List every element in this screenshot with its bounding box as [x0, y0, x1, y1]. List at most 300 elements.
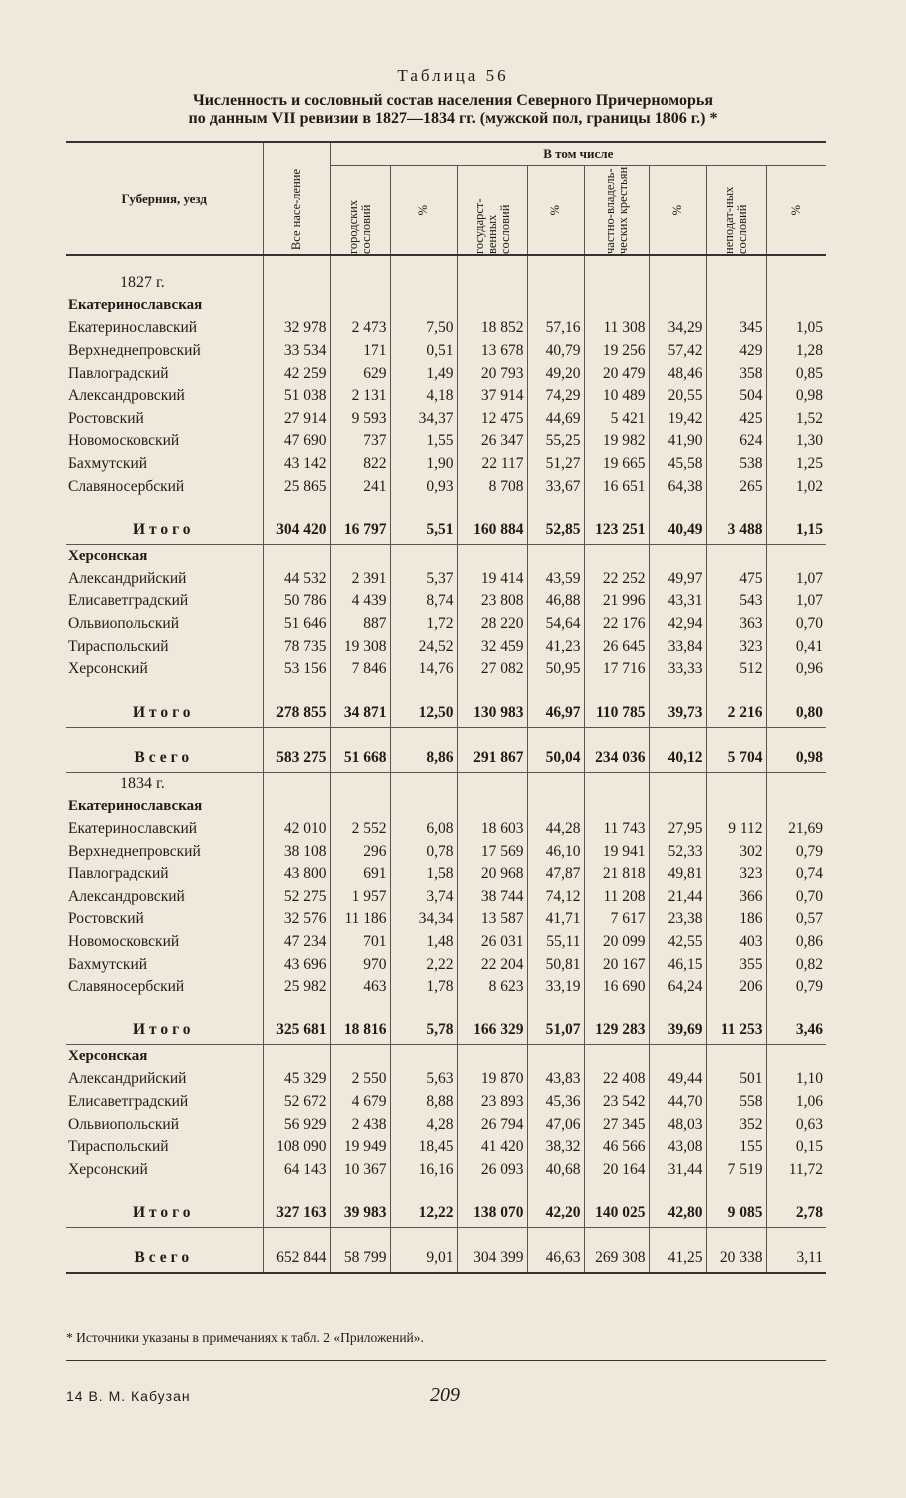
- table-cell: 45,36: [527, 1091, 584, 1114]
- title-line-2: по данным VII ревизии в 1827—1834 гг. (мужской пол, границы 1806 г.) *: [188, 110, 718, 127]
- uezd-name: Славяносербский: [68, 477, 185, 495]
- table-cell: 33,33: [649, 658, 706, 681]
- table-cell: 20 099: [584, 931, 649, 954]
- vsego-1834: [66, 1244, 826, 1273]
- spacer-row: [66, 681, 826, 699]
- uezd-name: Александровский: [68, 887, 185, 905]
- table-cell: 475: [706, 568, 766, 591]
- table-cell: 5,63: [390, 1068, 457, 1091]
- total-cell: 2 216: [706, 699, 766, 728]
- table-cell: 23 808: [457, 590, 527, 613]
- table-cell: 10 367: [330, 1158, 390, 1181]
- table-cell: 49,44: [649, 1068, 706, 1091]
- total-cell: 3,11: [766, 1244, 826, 1273]
- table-cell: 44,28: [527, 818, 584, 841]
- table-cell: 49,97: [649, 568, 706, 591]
- table-cell: 22 176: [584, 613, 649, 636]
- table-cell: 463: [330, 976, 390, 999]
- table-cell: 11 208: [584, 885, 649, 908]
- year-1834-label: 1834 г.: [120, 774, 165, 792]
- table-cell: 2,22: [390, 953, 457, 976]
- uezd-name: Ольвиопольский: [68, 1115, 180, 1133]
- total-cell: 16 797: [330, 516, 390, 545]
- header-total-pop: Все насе-ление: [289, 169, 303, 251]
- table-cell: 1,25: [766, 453, 826, 476]
- table-cell: 40,68: [527, 1158, 584, 1181]
- total-cell: 5 704: [706, 744, 766, 773]
- title-line-1: Численность и сословный состав населения Северного Причерноморья: [192, 92, 714, 109]
- table-cell: 1,02: [766, 475, 826, 498]
- table-row: [66, 430, 826, 453]
- itogo-ekat-1827: [66, 516, 826, 545]
- table-cell: 19 665: [584, 453, 649, 476]
- itogo-kher-1827-label: Итого: [66, 699, 263, 728]
- uezd-name: Елисаветградский: [68, 592, 189, 610]
- table-cell: 55,11: [527, 931, 584, 954]
- table-row: [66, 635, 826, 658]
- total-cell: 46,63: [527, 1244, 584, 1273]
- table-cell: 425: [706, 408, 766, 431]
- table-cell: 543: [706, 590, 766, 613]
- table-cell: 19 982: [584, 430, 649, 453]
- table-cell: 43,08: [649, 1136, 706, 1159]
- table-cell: 52 672: [263, 1091, 330, 1114]
- table-cell: 50,95: [527, 658, 584, 681]
- table-row: [66, 863, 826, 886]
- itogo-ekat-1827-label: Итого: [66, 516, 263, 545]
- header-private: частно-владель-ческих крестьян: [602, 166, 630, 254]
- total-cell: 5,51: [390, 516, 457, 545]
- section-kher-1827-label: Херсонская: [68, 547, 148, 564]
- total-cell: 42,20: [527, 1199, 584, 1228]
- table-cell: 42 010: [263, 818, 330, 841]
- table-cell: 27,95: [649, 818, 706, 841]
- table-cell: 4,28: [390, 1113, 457, 1136]
- total-cell: 291 867: [457, 744, 527, 773]
- table-row: [66, 590, 826, 613]
- uezd-name: Александрийский: [68, 1070, 187, 1088]
- table-cell: 18 603: [457, 818, 527, 841]
- table-cell: 55,25: [527, 430, 584, 453]
- table-row: [66, 885, 826, 908]
- table-cell: 42 259: [263, 362, 330, 385]
- table-cell: 51 646: [263, 613, 330, 636]
- table-cell: 45 329: [263, 1068, 330, 1091]
- total-cell: 140 025: [584, 1199, 649, 1228]
- table-cell: 1 957: [330, 885, 390, 908]
- table-cell: 737: [330, 430, 390, 453]
- table-cell: 11,72: [766, 1158, 826, 1181]
- table-cell: 52 275: [263, 885, 330, 908]
- table-cell: 0,78: [390, 840, 457, 863]
- table-cell: 1,07: [766, 568, 826, 591]
- table-row: [66, 1158, 826, 1181]
- uezd-name: Александрийский: [68, 569, 187, 587]
- table-cell: 206: [706, 976, 766, 999]
- table-cell: 0,15: [766, 1136, 826, 1159]
- table-cell: 155: [706, 1136, 766, 1159]
- table-cell: 20,55: [649, 385, 706, 408]
- table-cell: 10 489: [584, 385, 649, 408]
- total-cell: 3,46: [766, 1016, 826, 1045]
- table-row: [66, 317, 826, 340]
- table-cell: 46,10: [527, 840, 584, 863]
- table-cell: 21 996: [584, 590, 649, 613]
- total-cell: 327 163: [263, 1199, 330, 1228]
- table-cell: 296: [330, 840, 390, 863]
- itogo-kher-1834: [66, 1199, 826, 1228]
- spacer-row: [66, 727, 826, 744]
- uezd-name: Александровский: [68, 387, 185, 405]
- table-cell: 20 793: [457, 362, 527, 385]
- table-cell: 8 623: [457, 976, 527, 999]
- table-cell: 42,94: [649, 613, 706, 636]
- table-cell: 358: [706, 362, 766, 385]
- total-cell: 234 036: [584, 744, 649, 773]
- table-cell: 24,52: [390, 635, 457, 658]
- table-cell: 27 914: [263, 408, 330, 431]
- uezd-name: Тираспольский: [68, 637, 169, 655]
- total-cell: 46,97: [527, 699, 584, 728]
- total-cell: 304 399: [457, 1244, 527, 1273]
- header-state: государст-венных сословий: [471, 198, 512, 254]
- table-cell: 501: [706, 1068, 766, 1091]
- table-cell: 4,18: [390, 385, 457, 408]
- table-cell: 44,69: [527, 408, 584, 431]
- table-cell: 43 142: [263, 453, 330, 476]
- table-cell: 691: [330, 863, 390, 886]
- year-1834: [66, 772, 826, 795]
- table-cell: 21,44: [649, 885, 706, 908]
- table-cell: 1,49: [390, 362, 457, 385]
- table-cell: 0,79: [766, 976, 826, 999]
- table-cell: 0,41: [766, 635, 826, 658]
- table-cell: 57,16: [527, 317, 584, 340]
- table-cell: 8 708: [457, 475, 527, 498]
- total-cell: 583 275: [263, 744, 330, 773]
- table-cell: 32 978: [263, 317, 330, 340]
- table-cell: 352: [706, 1113, 766, 1136]
- table-cell: 355: [706, 953, 766, 976]
- header-pct-urban: %: [416, 204, 430, 216]
- section-ekat-1834-label: Екатеринославская: [68, 797, 203, 814]
- table-cell: 1,58: [390, 863, 457, 886]
- table-row: [66, 818, 826, 841]
- table-row: [66, 840, 826, 863]
- table-cell: 2 131: [330, 385, 390, 408]
- section-ekat-1827-label: Екатеринославская: [68, 297, 203, 314]
- table-cell: 47 690: [263, 430, 330, 453]
- table-row: [66, 453, 826, 476]
- table-cell: 47,87: [527, 863, 584, 886]
- table-cell: 108 090: [263, 1136, 330, 1159]
- table-cell: 27 082: [457, 658, 527, 681]
- spacer-row: [66, 255, 826, 272]
- table-cell: 43,31: [649, 590, 706, 613]
- table-cell: 57,42: [649, 340, 706, 363]
- table-cell: 19,42: [649, 408, 706, 431]
- total-cell: 12,50: [390, 699, 457, 728]
- table-cell: 22 252: [584, 568, 649, 591]
- table-cell: 33,67: [527, 475, 584, 498]
- total-cell: 11 253: [706, 1016, 766, 1045]
- table-cell: 171: [330, 340, 390, 363]
- total-cell: 9,01: [390, 1244, 457, 1273]
- uezd-name: Екатеринославский: [68, 819, 198, 837]
- table-cell: 363: [706, 613, 766, 636]
- table-cell: 1,55: [390, 430, 457, 453]
- table-cell: 2 438: [330, 1113, 390, 1136]
- table-cell: 7 519: [706, 1158, 766, 1181]
- header-pct-private: %: [670, 204, 684, 216]
- total-cell: 5,78: [390, 1016, 457, 1045]
- table-row: [66, 340, 826, 363]
- table-cell: 54,64: [527, 613, 584, 636]
- table-cell: 23 893: [457, 1091, 527, 1114]
- table-cell: 1,30: [766, 430, 826, 453]
- total-cell: 9 085: [706, 1199, 766, 1228]
- total-cell: 39 983: [330, 1199, 390, 1228]
- table-cell: 47,06: [527, 1113, 584, 1136]
- table-cell: 23,38: [649, 908, 706, 931]
- year-1827: [66, 272, 826, 295]
- table-cell: 0,63: [766, 1113, 826, 1136]
- table-cell: 2 552: [330, 818, 390, 841]
- table-cell: 43,59: [527, 568, 584, 591]
- uezd-name: Екатеринославский: [68, 319, 198, 337]
- table-cell: 41 420: [457, 1136, 527, 1159]
- table-cell: 26 031: [457, 931, 527, 954]
- table-cell: 403: [706, 931, 766, 954]
- table-cell: 1,28: [766, 340, 826, 363]
- table-cell: 0,93: [390, 475, 457, 498]
- table-cell: 41,90: [649, 430, 706, 453]
- section-kher-1834-label: Херсонская: [68, 1048, 148, 1065]
- table-cell: 34,29: [649, 317, 706, 340]
- vsego-1827: [66, 744, 826, 773]
- vsego-1827-label: Всего: [66, 744, 263, 773]
- table-cell: 18 852: [457, 317, 527, 340]
- table-row: [66, 385, 826, 408]
- table-cell: 26 347: [457, 430, 527, 453]
- itogo-ekat-1834-label: Итого: [66, 1016, 263, 1045]
- table-cell: 46 566: [584, 1136, 649, 1159]
- population-table: [66, 141, 826, 1274]
- table-cell: 56 929: [263, 1113, 330, 1136]
- table-cell: 0,57: [766, 908, 826, 931]
- total-cell: 40,12: [649, 744, 706, 773]
- total-cell: 278 855: [263, 699, 330, 728]
- table-cell: 8,88: [390, 1091, 457, 1114]
- total-cell: 3 488: [706, 516, 766, 545]
- uezd-name: Тираспольский: [68, 1138, 169, 1156]
- table-cell: 50 786: [263, 590, 330, 613]
- header-gubernia: Губерния, уезд: [121, 190, 207, 206]
- table-cell: 48,46: [649, 362, 706, 385]
- table-cell: 429: [706, 340, 766, 363]
- total-cell: 8,86: [390, 744, 457, 773]
- uezd-name: Ростовский: [68, 409, 144, 427]
- total-cell: 269 308: [584, 1244, 649, 1273]
- total-cell: 39,69: [649, 1016, 706, 1045]
- total-cell: 652 844: [263, 1244, 330, 1273]
- table-cell: 0,70: [766, 613, 826, 636]
- table-cell: 41,23: [527, 635, 584, 658]
- footnote: * Источники указаны в примечаниях к табл. 2 «Приложений».: [66, 1330, 424, 1345]
- section-kher-1827: [66, 544, 826, 567]
- total-cell: 42,80: [649, 1199, 706, 1228]
- table-cell: 504: [706, 385, 766, 408]
- table-cell: 25 865: [263, 475, 330, 498]
- table-cell: 53 156: [263, 658, 330, 681]
- table-cell: 26 645: [584, 635, 649, 658]
- table-cell: 1,72: [390, 613, 457, 636]
- header-group: В том числе: [330, 142, 826, 166]
- table-cell: 47 234: [263, 931, 330, 954]
- uezd-name: Верхнеднепровский: [68, 842, 201, 860]
- table-cell: 512: [706, 658, 766, 681]
- table-cell: 19 414: [457, 568, 527, 591]
- table-cell: 20 968: [457, 863, 527, 886]
- table-row: [66, 568, 826, 591]
- table-cell: 51 038: [263, 385, 330, 408]
- table-cell: 1,52: [766, 408, 826, 431]
- header-pct-state: %: [548, 204, 562, 216]
- total-cell: 110 785: [584, 699, 649, 728]
- section-ekat-1827: [66, 295, 826, 318]
- itogo-ekat-1834: [66, 1016, 826, 1045]
- table-title: [0, 92, 906, 128]
- total-cell: 40,49: [649, 516, 706, 545]
- table-cell: 7 846: [330, 658, 390, 681]
- total-cell: 129 283: [584, 1016, 649, 1045]
- table-cell: 0,70: [766, 885, 826, 908]
- table-cell: 1,48: [390, 931, 457, 954]
- table-row: [66, 362, 826, 385]
- table-cell: 11 186: [330, 908, 390, 931]
- table-cell: 33 534: [263, 340, 330, 363]
- table-cell: 323: [706, 863, 766, 886]
- footer-rule: [66, 1360, 826, 1361]
- total-cell: 0,98: [766, 744, 826, 773]
- table-cell: 40,79: [527, 340, 584, 363]
- table-row: [66, 908, 826, 931]
- table-cell: 11 308: [584, 317, 649, 340]
- table-row: [66, 613, 826, 636]
- table-cell: 4 439: [330, 590, 390, 613]
- table-cell: 64 143: [263, 1158, 330, 1181]
- table-row: [66, 1068, 826, 1091]
- table-cell: 22 408: [584, 1068, 649, 1091]
- table-cell: 38 744: [457, 885, 527, 908]
- table-cell: 970: [330, 953, 390, 976]
- table-cell: 21 818: [584, 863, 649, 886]
- spacer-row: [66, 498, 826, 516]
- table-cell: 20 479: [584, 362, 649, 385]
- table-cell: 44,70: [649, 1091, 706, 1114]
- itogo-kher-1834-label: Итого: [66, 1199, 263, 1228]
- header-untaxed: неподат-ных сословий: [722, 186, 749, 254]
- table-cell: 43,83: [527, 1068, 584, 1091]
- table-cell: 33,84: [649, 635, 706, 658]
- table-cell: 34,34: [390, 908, 457, 931]
- table-cell: 41,71: [527, 908, 584, 931]
- table-cell: 4 679: [330, 1091, 390, 1114]
- table-row: [66, 1113, 826, 1136]
- uezd-name: Новомосковский: [68, 432, 180, 450]
- table-cell: 0,79: [766, 840, 826, 863]
- table-cell: 1,05: [766, 317, 826, 340]
- table-cell: 16,16: [390, 1158, 457, 1181]
- table-cell: 1,10: [766, 1068, 826, 1091]
- table-cell: 27 345: [584, 1113, 649, 1136]
- total-cell: 325 681: [263, 1016, 330, 1045]
- table-cell: 186: [706, 908, 766, 931]
- table-cell: 48,03: [649, 1113, 706, 1136]
- table-row: [66, 658, 826, 681]
- table-cell: 25 982: [263, 976, 330, 999]
- total-cell: 51 668: [330, 744, 390, 773]
- table-cell: 9 112: [706, 818, 766, 841]
- header-urban: городских сословий: [346, 199, 373, 254]
- table-cell: 45,58: [649, 453, 706, 476]
- table-cell: 49,20: [527, 362, 584, 385]
- uezd-name: Новомосковский: [68, 932, 180, 950]
- itogo-kher-1827: [66, 699, 826, 728]
- table-cell: 19 870: [457, 1068, 527, 1091]
- uezd-name: Елисаветградский: [68, 1092, 189, 1110]
- uezd-name: Ольвиопольский: [68, 615, 180, 633]
- table-row: [66, 953, 826, 976]
- total-cell: 18 816: [330, 1016, 390, 1045]
- table-cell: 9 593: [330, 408, 390, 431]
- table-cell: 17 569: [457, 840, 527, 863]
- table-row: [66, 1091, 826, 1114]
- table-cell: 3,74: [390, 885, 457, 908]
- table-cell: 19 941: [584, 840, 649, 863]
- table-cell: 20 164: [584, 1158, 649, 1181]
- table-cell: 13 678: [457, 340, 527, 363]
- uezd-name: Ростовский: [68, 910, 144, 928]
- table-cell: 1,78: [390, 976, 457, 999]
- table-cell: 18,45: [390, 1136, 457, 1159]
- table-cell: 31,44: [649, 1158, 706, 1181]
- table-cell: 345: [706, 317, 766, 340]
- table-cell: 7,50: [390, 317, 457, 340]
- total-cell: 34 871: [330, 699, 390, 728]
- table-cell: 5,37: [390, 568, 457, 591]
- table-cell: 46,88: [527, 590, 584, 613]
- total-cell: 51,07: [527, 1016, 584, 1045]
- table-cell: 302: [706, 840, 766, 863]
- total-cell: 1,15: [766, 516, 826, 545]
- table-cell: 46,15: [649, 953, 706, 976]
- table-cell: 19 256: [584, 340, 649, 363]
- total-cell: 123 251: [584, 516, 649, 545]
- uezd-name: Херсонский: [68, 1160, 148, 1178]
- table-row: [66, 408, 826, 431]
- table-body: [66, 255, 826, 1273]
- table-cell: 11 743: [584, 818, 649, 841]
- table-cell: 8,74: [390, 590, 457, 613]
- table-cell: 78 735: [263, 635, 330, 658]
- uezd-name: Бахмутский: [68, 455, 148, 473]
- table-cell: 1,90: [390, 453, 457, 476]
- table-cell: 5 421: [584, 408, 649, 431]
- total-cell: 2,78: [766, 1199, 826, 1228]
- table-cell: 366: [706, 885, 766, 908]
- uezd-name: Херсонский: [68, 660, 148, 678]
